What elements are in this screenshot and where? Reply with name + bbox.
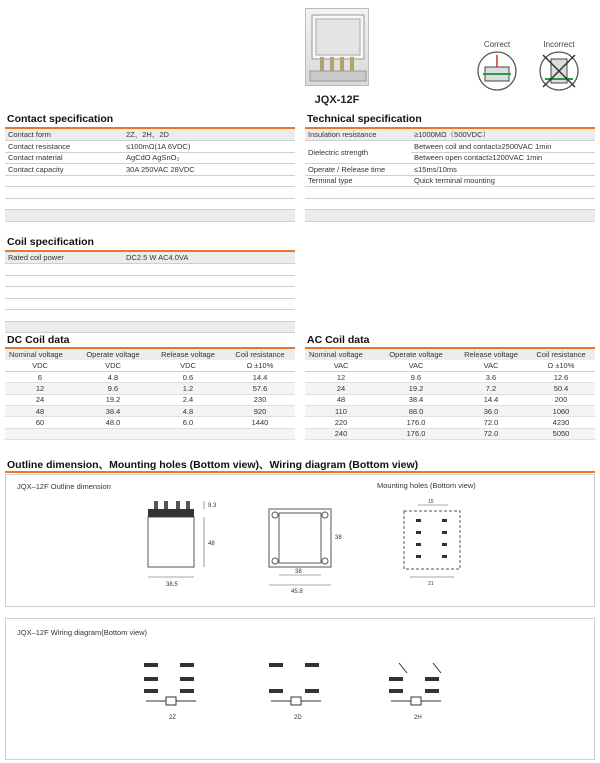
table-cell: 88.0 [377,405,455,416]
table-cell: 38.4 [377,394,455,405]
table-row [305,394,595,405]
table-row [5,175,295,187]
outline-side-drawing [136,495,226,595]
table-row [305,428,595,439]
table-row [305,187,595,199]
incorrect-mount-icon [535,49,583,93]
dim-holes-top-label: 15 [428,499,434,505]
table-cell: 36.0 [455,405,527,416]
spec-value: ≤100mΩ(1A 6VDC) [123,141,295,153]
table-cell: 19.2 [377,383,455,394]
table-row [5,152,295,164]
table-row [5,141,295,153]
table-cell: 176.0 [377,428,455,439]
table-row [305,198,595,210]
mount-incorrect [524,40,594,95]
table-cell: 12 [305,372,377,383]
dc-coil-table [5,349,295,440]
spec-value: ≤15ms/10ms [411,164,595,176]
table-row [5,417,295,428]
ac-coil-title: AC Coil data [307,334,370,346]
column-header: Operate voltage [377,349,455,360]
table-cell: 220 [305,417,377,428]
spec-value: Between coil and contact≥2500VAC 1min [411,141,595,153]
table-row [5,187,295,199]
product-model: JQX-12F [314,94,360,106]
mount-incorrect-label: Incorrect [543,40,575,49]
dim-outer-label: 45.8 [291,589,303,595]
table-cell: 9.6 [75,383,151,394]
coil-spec-table [5,252,295,333]
outline-caption: JQX–12F Outline dimension [17,482,111,491]
unit-cell: VAC [377,360,455,371]
table-units-row [305,360,595,371]
table-header-row [5,349,295,360]
table-cell: 12 [5,383,75,394]
mount-correct-label: Correct [483,40,511,49]
table-cell: 4.8 [151,405,225,416]
product-photo [305,8,369,86]
table-units-row [5,360,295,371]
unit-cell: VDC [151,360,225,371]
dim-side-label: 38 [335,535,342,541]
unit-cell: VAC [455,360,527,371]
table-row [5,298,295,310]
wiring-diagram-panel [5,618,595,760]
technical-spec-table [305,129,595,222]
table-row [5,287,295,299]
table-cell: 72.0 [455,417,527,428]
dim-holes-width-label: 21 [428,581,434,587]
table-cell: 1440 [225,417,295,428]
table-cell: 200 [527,394,595,405]
table-cell: 19.2 [75,394,151,405]
contact-spec-title: Contact specification [7,113,114,125]
outline-section-title: Outline dimension、Mounting holes (Bottom view)、Wiring diagram (Bottom view) [7,459,419,471]
outline-drawing-panel [5,474,595,607]
table-cell: 60 [5,417,75,428]
table-cell: 72.0 [455,428,527,439]
table-cell: 2.4 [151,394,225,405]
dim-width-label: 38.5 [166,582,178,588]
wiring-2d-drawing [261,655,341,725]
column-header: Nominal voltage [5,349,75,360]
table-cell: 920 [225,405,295,416]
dim-height-label: 48 [208,541,215,547]
table-row [5,383,295,394]
table-row [305,405,595,416]
contact-spec-table [5,129,295,222]
mount-correct [462,40,532,95]
wiring-caption: JQX–12F Wiring diagram(Bottom view) [17,628,148,637]
coil-spec-title: Coil specification [7,236,94,248]
outline-section-rule [5,471,595,473]
table-cell: 230 [225,394,295,405]
table-header-row [305,349,595,360]
table-row [305,129,595,141]
spec-label: Insulation resistance [305,129,411,141]
outline-flange-drawing [261,499,341,599]
column-header: Coil resistance [527,349,595,360]
spec-label: Operate / Release time [305,164,411,176]
table-cell: 38.4 [75,405,151,416]
table-cell: 14.4 [455,394,527,405]
wiring-2z-drawing [136,655,216,725]
table-cell: 48 [5,405,75,416]
wiring-2h-drawing [381,655,461,725]
table-row [305,383,595,394]
table-cell: 50.4 [527,383,595,394]
unit-cell: Ω ±10% [225,360,295,371]
correct-mount-icon [473,49,521,93]
spec-value: Quick terminal mounting [411,175,595,187]
spec-label: Terminal type [305,175,411,187]
mounting-holes-drawing [396,497,476,587]
spec-value: 2Z、2H、2D [123,129,295,141]
column-header: Coil resistance [225,349,295,360]
table-cell: 1.2 [151,383,225,394]
column-header: Nominal voltage [305,349,377,360]
table-row [5,252,295,264]
spec-value: AgCdO AgSnO₂ [123,152,295,164]
table-cell: 6 [5,372,75,383]
wiring-label-2d: 2D [294,715,302,721]
table-cell: 176.0 [377,417,455,428]
table-row [305,141,595,153]
table-row [5,198,295,210]
table-row [5,394,295,405]
table-row [305,175,595,187]
spec-label: Contact form [5,129,123,141]
holes-caption: Mounting holes (Bottom view) [377,481,476,490]
table-cell: 0.6 [151,372,225,383]
table-cell: 48 [305,394,377,405]
unit-cell: Ω ±10% [527,360,595,371]
spec-label: Contact capacity [5,164,123,176]
spec-value: ≥1000MΩ（500VDC） [411,129,595,141]
unit-cell: VDC [5,360,75,371]
column-header: Release voltage [455,349,527,360]
spec-value: Between open contact≥1200VAC 1min [411,152,595,164]
table-cell: 3.6 [455,372,527,383]
table-row [305,372,595,383]
spec-value: 30A 250VAC 28VDC [123,164,295,176]
spec-label: Contact resistance [5,141,123,153]
table-row [5,264,295,276]
wiring-label-2z: 2Z [169,715,177,721]
table-cell: 240 [305,428,377,439]
table-row [5,372,295,383]
dc-coil-title: DC Coil data [7,334,70,346]
table-cell: 48.0 [75,417,151,428]
table-cell: 24 [305,383,377,394]
unit-cell: VAC [305,360,377,371]
unit-cell: VDC [75,360,151,371]
table-row [5,405,295,416]
table-row [5,275,295,287]
table-row [5,310,295,322]
spec-label: Rated coil power [5,252,123,264]
table-cell: 12.6 [527,372,595,383]
table-cell: 4.8 [75,372,151,383]
table-row [5,129,295,141]
table-row [5,321,295,333]
table-cell: 1060 [527,405,595,416]
table-row [5,164,295,176]
table-cell: 5050 [527,428,595,439]
table-row [5,428,295,439]
table-cell: 24 [5,394,75,405]
table-cell: 57.6 [225,383,295,394]
ac-coil-table [305,349,595,440]
table-row [305,210,595,222]
dim-terminal-label: 9.3 [208,503,217,509]
table-row [305,164,595,176]
table-row [5,210,295,222]
column-header: Operate voltage [75,349,151,360]
table-cell: 14.4 [225,372,295,383]
technical-spec-title: Technical specification [307,113,422,125]
spec-value: DC2.5 W AC4.0VA [123,252,295,264]
spec-label: Dielectric strength [305,141,411,164]
table-cell: 9.6 [377,372,455,383]
wiring-label-2h: 2H [414,715,422,721]
table-cell: 6.0 [151,417,225,428]
dim-inner-label: 38 [295,569,302,575]
table-cell: 7.2 [455,383,527,394]
table-cell: 110 [305,405,377,416]
column-header: Release voltage [151,349,225,360]
spec-label: Contact material [5,152,123,164]
table-cell: 4230 [527,417,595,428]
table-row [305,417,595,428]
